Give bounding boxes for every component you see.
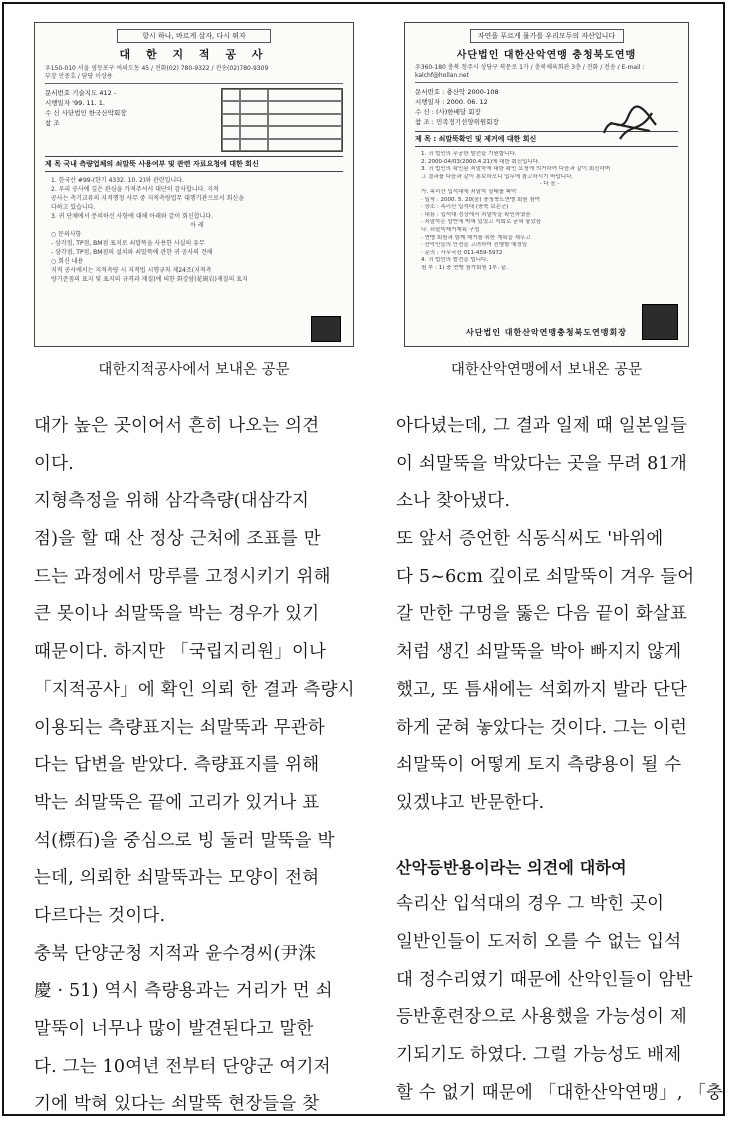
right-doc-meta-line: 참 조 : 민족정기선양위원회장 bbox=[415, 118, 499, 126]
body-text-line: 충북 단양군청 지적과 윤수경씨(尹洙 bbox=[34, 943, 317, 964]
left-doc-meta-line: 시행일자 '99. 11. 1. bbox=[45, 99, 105, 107]
right-doc-body-line: · 연맹 회원과 함께 제거를 위한 계획을 세우고 bbox=[421, 234, 531, 241]
body-text-line: 처럼 생긴 쇠말뚝을 박아 빠지지 않게 bbox=[396, 642, 682, 663]
left-doc-meta bbox=[45, 88, 215, 152]
left-doc-meta-line: 문서번호 기술지도 412 - bbox=[45, 89, 117, 97]
body-text-line: 아다녔는데, 그 결과 일제 때 일본일들 bbox=[396, 416, 688, 436]
section-subheading: 산악등반용이라는 의견에 대하여 bbox=[396, 857, 627, 877]
left-text-column bbox=[34, 408, 364, 1116]
body-text-line: 다. 그는 10여년 전부터 단양군 여기저 bbox=[34, 1056, 331, 1077]
right-doc-header: 자연을 푸르게 물가를 우리모두의 자산입니다 bbox=[470, 29, 624, 43]
left-doc-body-line: 량기준점의 표지 및 표지의 규격과 재질)에 의한 화강암(花崗岩)재질의 표지 bbox=[51, 276, 248, 283]
left-doc-body-line: 다하고 있습니다. bbox=[51, 204, 96, 211]
left-doc-body-line: 지적 공사에서는 지적측량 시 지적법 시행규칙 제24조(지적측 bbox=[51, 267, 212, 274]
body-text-line: 대 정수리였기 때문에 산악인들이 암반 bbox=[396, 969, 693, 990]
right-doc-body-line: 가. 속리산 입석대에 쇠말뚝 상태를 파악 bbox=[421, 188, 517, 195]
left-doc-body-line: - 삼각점, TP점, BM점 표지로 쇠말뚝을 사용한 사실의 유무 bbox=[51, 240, 205, 247]
body-text-line: 다 5~6cm 깊이로 쇠말뚝이 겨우 들어 bbox=[396, 566, 695, 587]
body-text-line: 석(標石)을 중심으로 빙 둘러 말뚝을 박 bbox=[34, 830, 335, 851]
left-doc-address-line: 우150-010 서울 영등포구 여의도동 45 / 전화(02) 780-9322 / 전송(02)780-9309 bbox=[45, 65, 269, 72]
left-document-image bbox=[34, 22, 354, 347]
right-doc-body-line: 첨 부 : 1) 충 연맹 참가회원 1부. 끝. bbox=[421, 264, 508, 271]
left-doc-body-line: 공사는 측기교류의 지적행정 사무 중 지적측량업무 대행기관으로서 회신을 bbox=[51, 195, 245, 202]
left-doc-body-line: 1. 한국산 #99-(한기 4332. 10. 2)와 관련입니다. bbox=[51, 177, 184, 184]
right-document-caption: 대한산악연맹에서 보내온 공문 bbox=[450, 362, 643, 378]
right-doc-body-line: · 문의 : 사무국장 011-459-5972 bbox=[421, 249, 503, 256]
body-text-line: 慶 · 51) 역시 측량용과는 거리가 먼 쇠 bbox=[34, 981, 333, 1002]
body-text-line: 기되기도 하였다. 그럴 가능성도 배제 bbox=[396, 1045, 682, 1065]
body-text-line: 기에 박혀 있다는 쇠말뚝 현장들을 찾 bbox=[34, 1094, 320, 1115]
body-text-line: 소나 찾아냈다. bbox=[396, 491, 511, 512]
body-text-line: 대가 높은 곳이어서 흔히 나오는 의견 bbox=[34, 416, 320, 436]
right-doc-subject: 제 목 : 쇠말뚝확인 및 제거에 대한 회신 bbox=[415, 131, 678, 147]
body-text-line: 다르다는 것이다. bbox=[34, 905, 166, 926]
body-text-line: 말뚝이 너무나 많이 발견된다고 말한 bbox=[34, 1019, 314, 1039]
left-doc-seal bbox=[311, 316, 341, 342]
signature-scribble-icon bbox=[600, 103, 660, 143]
body-text-line: 이용되는 측량표지는 쇠말뚝과 무관하 bbox=[34, 717, 325, 738]
right-doc-body-line: 2. 2000-04/03(2000.4.21)에 대한 회신입니다. bbox=[421, 158, 540, 165]
left-doc-meta-line: 수 신 사단법인 한국산악회장 bbox=[45, 109, 127, 117]
right-doc-body-line: 1. 귀 법인의 무궁한 발전을 기원합니다. bbox=[421, 151, 517, 157]
left-doc-body-line: 3. 귀 단체에서 문의하신 사항에 대해 아래와 같이 회신합니다. bbox=[51, 213, 213, 220]
body-text-line: 했고, 또 틈새에는 석회까지 발라 단단 bbox=[396, 679, 688, 700]
body-text-line: 박는 쇠말뚝은 끝에 고리가 있거나 표 bbox=[34, 792, 320, 813]
left-doc-approval-grid bbox=[221, 88, 343, 152]
left-doc-header: 항시 하나, 바르게 살자, 다시 뛰자 bbox=[117, 29, 271, 43]
left-doc-body-line: 아 래 bbox=[190, 222, 204, 229]
body-text-line: 일반인들이 도저히 오를 수 없는 입석 bbox=[396, 931, 682, 952]
body-text-line: 갈 만한 구멍을 뚫은 다음 끝이 화살표 bbox=[396, 604, 688, 625]
body-text-line: 쇠말뚝이 어떻게 토지 측량용이 될 수 bbox=[396, 755, 682, 776]
right-doc-seal bbox=[642, 304, 678, 340]
left-doc-meta-row bbox=[45, 88, 343, 152]
left-doc-meta-line: 참 조 bbox=[45, 119, 60, 127]
right-doc-body-line: 나. 쇠말뚝제거계획 구성 bbox=[421, 226, 480, 233]
right-doc-body-line: · 장소 : 속리산 입석대 (충북 보은군) bbox=[421, 204, 509, 211]
left-document-caption: 대한지적공사에서 보내온 공문 bbox=[98, 362, 290, 378]
left-doc-subject: 제 목 국내 측량업체의 쇠말뚝 사용여부 및 관련 자료요청에 대한 회신 bbox=[45, 156, 343, 172]
left-doc-contact-line: 부장 안중호 / 담당 이상용 bbox=[45, 73, 113, 80]
body-text-line: 할 수 없기 때문에 「대한산악연맹」, 「충 bbox=[396, 1082, 724, 1103]
right-doc-body-line: · 산악인들의 안전을 고려하여 진행할 예정임 bbox=[421, 242, 528, 249]
right-doc-meta-line: 문서번호 : 충산악 2000-108 bbox=[415, 88, 499, 96]
body-text-line: 하게 굳혀 놓았다는 것이다. 그는 이런 bbox=[396, 717, 688, 738]
body-text-line: 이 쇠말뚝을 박았다는 곳을 무려 81개 bbox=[396, 453, 687, 474]
body-text-line: 지형측정을 위해 삼각측량(대삼각지 bbox=[34, 491, 310, 512]
left-doc-body-line: ○ 회신 내용 bbox=[51, 258, 84, 265]
page-frame bbox=[2, 2, 725, 1116]
body-text-line: 이다. bbox=[34, 453, 74, 474]
body-text-line: 등반훈련장으로 사용했을 가능성이 제 bbox=[396, 1007, 687, 1028]
right-doc-body-line: - 다 음 - bbox=[539, 181, 560, 188]
right-doc-signature: 사단법인 대한산악연맹충청북도연맹회장 bbox=[466, 328, 627, 337]
body-text-line: 때문이다. 하지만 「국립지리원」이나 bbox=[34, 642, 327, 663]
right-document-image bbox=[404, 22, 689, 347]
body-text-line: 는데, 의뢰한 쇠말뚝과는 모양이 전혀 bbox=[34, 868, 320, 889]
right-doc-agency: 사단법인 대한산악연맹 충청북도연맹 bbox=[456, 50, 637, 61]
right-doc-meta-line: 수 신 : (사)한배달 회장 bbox=[415, 108, 481, 116]
left-doc-agency: 대 한 지 적 공 사 bbox=[119, 48, 269, 61]
right-doc-body-line: · 일자 : 2000. 5. 20(음) 충청북도연맹 회원 참여 bbox=[421, 196, 540, 203]
body-text-line: 속리산 입석대의 경우 그 박힌 곳이 bbox=[396, 894, 665, 915]
left-doc-address bbox=[45, 65, 343, 84]
right-doc-body-line: 4. 귀 법인의 발전을 빕니다. bbox=[421, 257, 489, 264]
body-text-line: 점)을 할 때 산 정상 근처에 조표를 만 bbox=[34, 529, 321, 550]
body-text-line: 있겠냐고 반문한다. bbox=[396, 792, 545, 813]
right-doc-body-line: · 쇠말뚝은 암반에 박혀 있었고 석회로 굳혀 놓았음 bbox=[421, 219, 542, 226]
right-doc-body-line: · 내용 : 입석대 정상에서 쇠말뚝을 확인하였음 bbox=[421, 211, 531, 218]
body-text-line: 「지적공사」에 확인 의뢰 한 결과 측량시 bbox=[34, 679, 355, 700]
body-text-line: 다는 답변을 받았다. 측량표지를 위해 bbox=[34, 755, 320, 776]
right-doc-meta-line: 시행일자 : 2000. 06. 12 bbox=[415, 98, 488, 106]
left-doc-body-line: - 삼각점, TP점, BM점의 설치와 쇠말뚝에 관한 귀 공사의 견해 bbox=[51, 249, 213, 256]
right-doc-address: 우360-180 충북 청주시 상당구 북문로 1가 / 충북체육회관 3층 / 전화 / 전송 / E-mail : kalchf@hollan.net bbox=[415, 64, 678, 83]
body-text-line: 큰 못이나 쇠말뚝을 박는 경우가 있기 bbox=[34, 604, 320, 625]
body-text-line: 또 앞서 증언한 식동식씨도 '바위에 bbox=[396, 529, 664, 550]
right-text-column bbox=[396, 408, 725, 1112]
body-text-line: 드는 과정에서 망루를 고정시키기 위해 bbox=[34, 566, 331, 587]
right-doc-body-line: 3. 귀 법인의 확인된 쇠말뚝에 대한 확인 요청에 의거하여 다음과 같이 회신하며 bbox=[421, 166, 611, 173]
left-doc-body-line: 2. 우리 공사에 깊은 관심을 가져주셔서 대단히 감사합니다. 지적 bbox=[51, 186, 219, 193]
right-doc-body-line: 그 결과를 다음과 같이 통보하오니 업무에 참고하시기 바랍니다. bbox=[421, 173, 574, 180]
left-doc-body-line: ○ 문의사항 bbox=[51, 231, 82, 238]
